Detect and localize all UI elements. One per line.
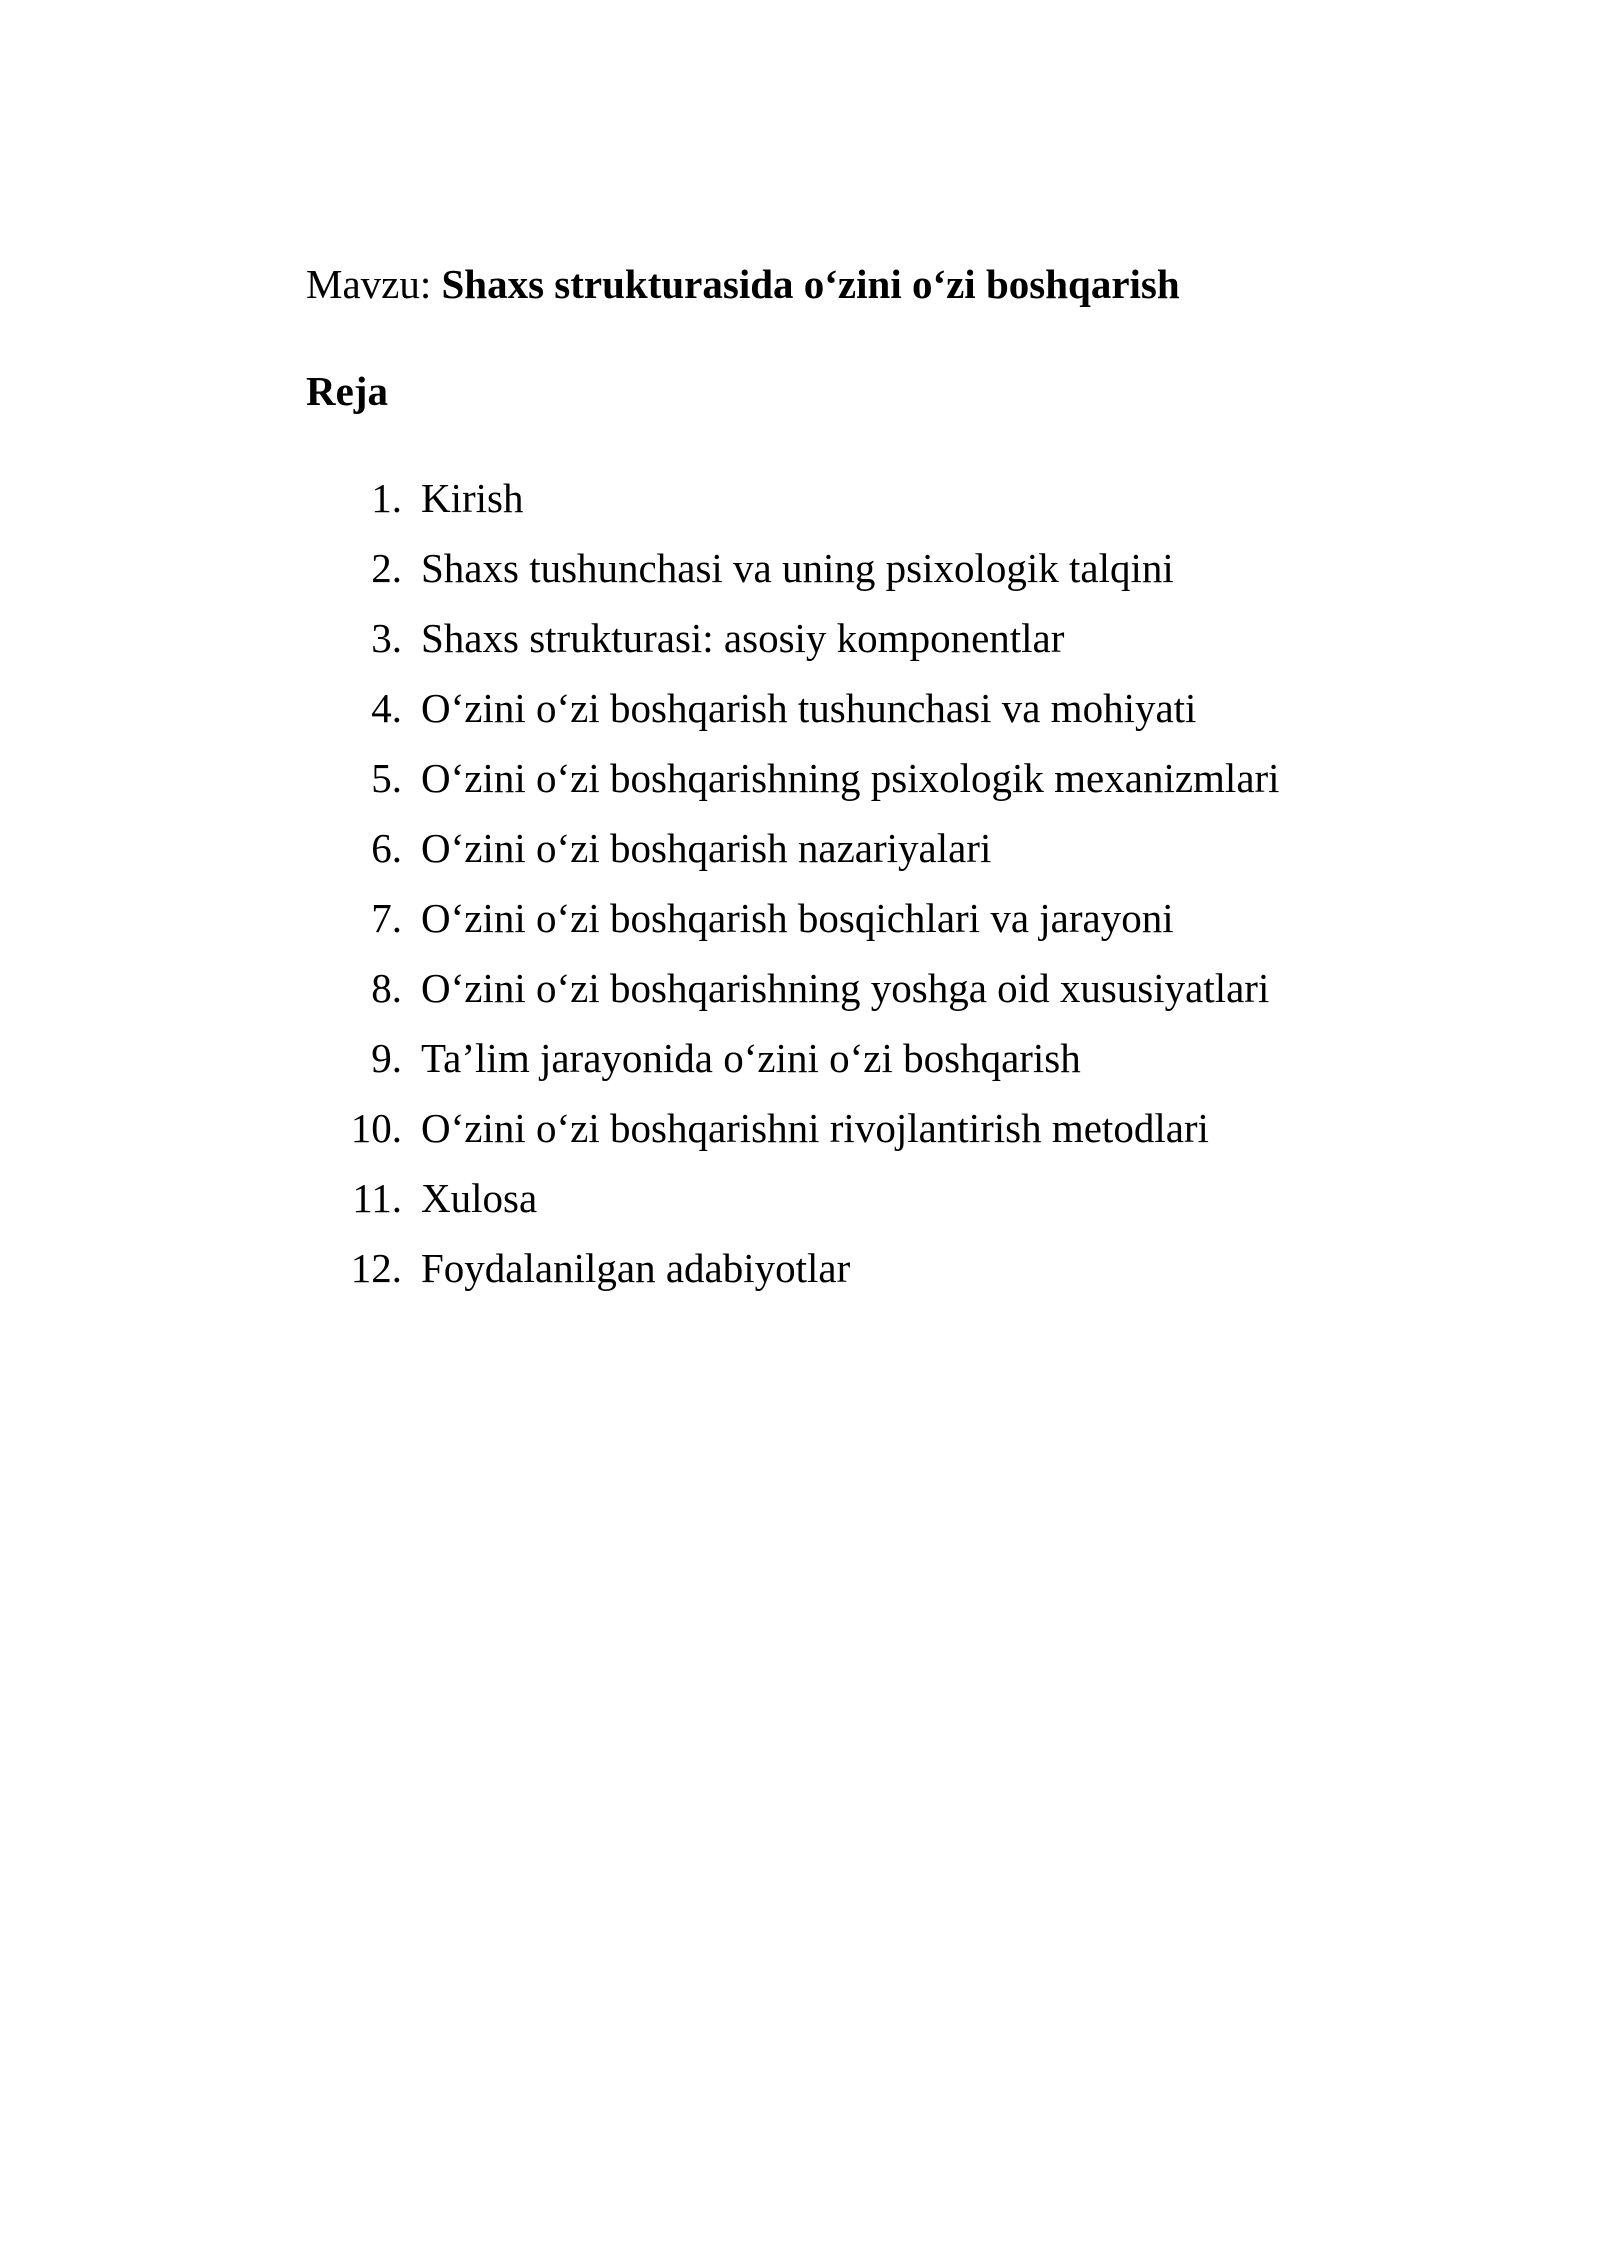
- plan-item-text: O‘zini o‘zi boshqarish bosqichlari va jarayoni: [421, 895, 1174, 941]
- plan-item-text: Shaxs tushunchasi va uning psixologik talqini: [421, 545, 1174, 591]
- plan-item-text: Foydalanilgan adabiyotlar: [421, 1245, 851, 1291]
- plan-item-number: 7.: [371, 895, 402, 941]
- plan-item-text: Shaxs strukturasi: asosiy komponentlar: [421, 615, 1065, 661]
- plan-item-number: 4.: [371, 685, 402, 731]
- topic-title: Shaxs strukturasida o‘zini o‘zi boshqarish: [441, 261, 1180, 307]
- topic-line: [306, 258, 1180, 310]
- plan-item-number: 5.: [371, 755, 402, 801]
- plan-item-number: 8.: [371, 965, 402, 1011]
- plan-item-number: 12.: [350, 1245, 402, 1291]
- plan-item-text: Ta’lim jarayonida o‘zini o‘zi boshqarish: [421, 1035, 1081, 1081]
- plan-item-number: 1.: [371, 475, 402, 521]
- plan-item-text: O‘zini o‘zi boshqarish nazariyalari: [421, 825, 992, 871]
- plan-item-number: 10.: [350, 1105, 402, 1151]
- plan-item-text: O‘zini o‘zi boshqarishni rivojlantirish metodlari: [421, 1105, 1209, 1151]
- plan-item-number: 6.: [371, 825, 402, 871]
- plan-heading: Reja: [306, 368, 388, 414]
- plan-item-number: 11.: [352, 1175, 402, 1221]
- topic-label: Mavzu:: [306, 261, 432, 307]
- plan-item-number: 3.: [371, 615, 402, 661]
- plan-item-number: 9.: [371, 1035, 402, 1081]
- plan-item-text: O‘zini o‘zi boshqarishning yoshga oid xususiyatlari: [421, 965, 1270, 1011]
- plan-item-text: O‘zini o‘zi boshqarishning psixologik mexanizmlari: [421, 755, 1280, 801]
- plan-item-text: O‘zini o‘zi boshqarish tushunchasi va mohiyati: [421, 685, 1197, 731]
- plan-item-text: Kirish: [421, 475, 524, 521]
- plan-item-text: Xulosa: [421, 1175, 538, 1221]
- plan-item-number: 2.: [371, 545, 402, 591]
